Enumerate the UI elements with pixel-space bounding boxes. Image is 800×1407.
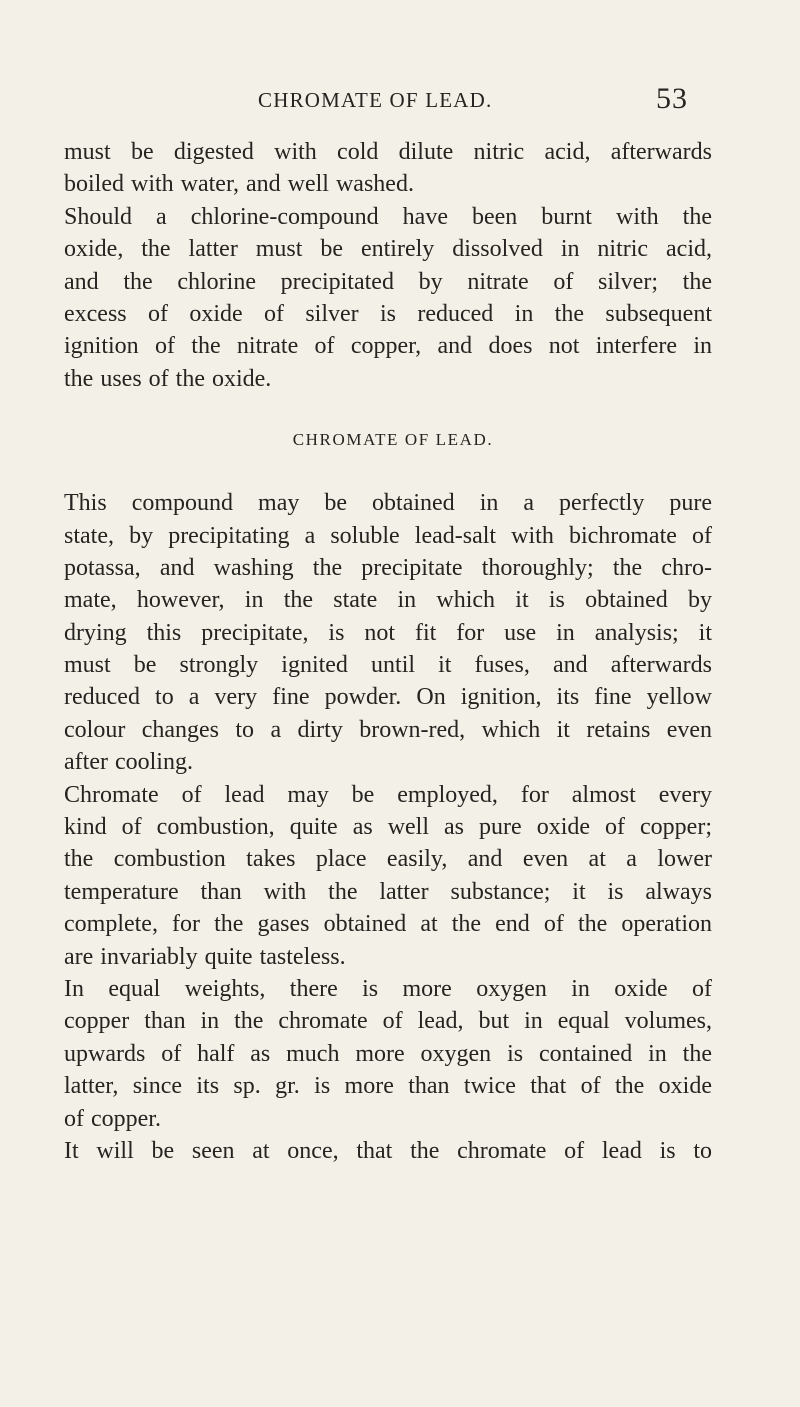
running-title: CHROMATE OF LEAD. <box>258 88 493 112</box>
text-line: Chromate of lead may be employed, for almost every <box>64 781 712 808</box>
text-line: upwards of half as much more oxygen is contained in the <box>64 1040 712 1067</box>
page-number: 53 <box>656 82 688 115</box>
text-line: temperature than with the latter substance; it is always <box>64 878 712 905</box>
paragraph <box>64 201 712 395</box>
text-line: and the chlorine precipitated by nitrate of silver; the <box>64 268 712 295</box>
text-line: drying this precipitate, is not fit for use in analysis; it <box>64 619 712 646</box>
text-line: the combustion takes place easily, and even at a lower <box>64 846 712 873</box>
text-line: It will be seen at once, that the chromate of lead is to <box>64 1137 712 1164</box>
text-line: kind of combustion, quite as well as pure oxide of copper; <box>64 814 712 841</box>
text-line: latter, since its sp. gr. is more than twice that of the oxide <box>64 1073 712 1100</box>
paragraph <box>64 973 712 1135</box>
text-line: of copper. <box>64 1105 161 1132</box>
paragraph <box>64 487 712 779</box>
text-line: copper than in the chromate of lead, but in equal volumes, <box>64 1008 712 1035</box>
text-line: after cooling. <box>64 749 193 776</box>
text-line: state, by precipitating a soluble lead-salt with bichromate of <box>64 522 712 549</box>
text-line: are invariably quite tasteless. <box>64 943 346 970</box>
paragraph <box>64 1135 712 1167</box>
text-line: oxide, the latter must be entirely dissolved in nitric acid, <box>64 236 712 263</box>
text-line: the uses of the oxide. <box>64 365 272 392</box>
text-line: complete, for the gases obtained at the end of the operation <box>64 911 712 938</box>
text-line: must be digested with cold dilute nitric acid, afterwards <box>64 139 712 165</box>
text-line: colour changes to a dirty brown-red, which it retains even <box>64 716 712 743</box>
running-head <box>258 84 688 124</box>
text-line: must be strongly ignited until it fuses, and afterwards <box>64 652 712 679</box>
text-line: In equal weights, there is more oxygen in oxide of <box>64 975 712 1002</box>
text-line: potassa, and washing the precipitate thoroughly; the chro- <box>64 554 712 581</box>
paragraph <box>64 779 712 973</box>
text-line: Should a chlorine-compound have been burnt with the <box>64 203 712 230</box>
section-heading: CHROMATE OF LEAD. <box>292 430 494 450</box>
body-text <box>64 136 712 1167</box>
text-line: excess of oxide of silver is reduced in the subsequent <box>64 300 712 327</box>
text-line: ignition of the nitrate of copper, and does not interfere in <box>64 333 712 360</box>
text-line: This compound may be obtained in a perfectly pure <box>64 490 712 517</box>
text-line: mate, however, in the state in which it is obtained by <box>64 587 712 614</box>
text-line: reduced to a very fine powder. On ignition, its fine yellow <box>64 684 712 711</box>
text-line: boiled with water, and well washed. <box>64 171 414 198</box>
paragraph <box>64 136 712 201</box>
